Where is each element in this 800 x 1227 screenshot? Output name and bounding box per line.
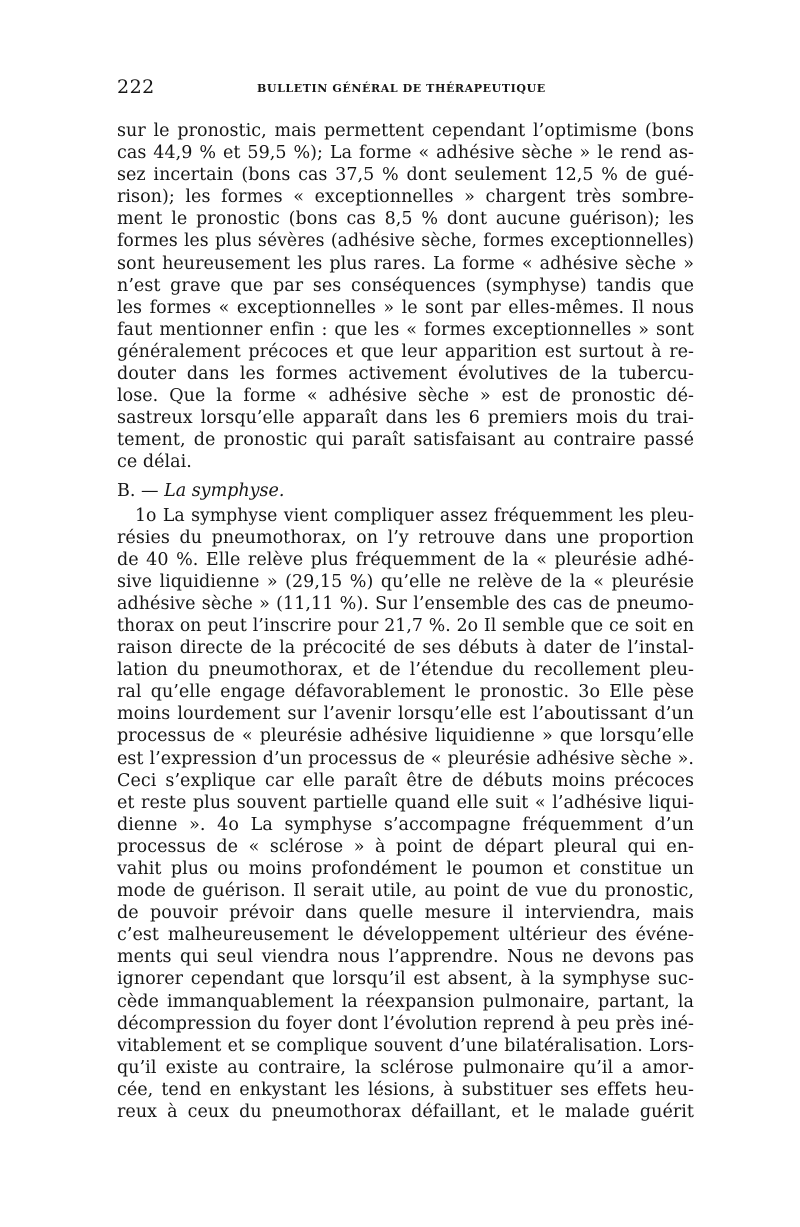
text-line: Ceci s’explique car elle paraît être de débuts moins précoces (117, 770, 694, 791)
text-line: résies du pneumothorax, on l’y retrouve dans une proportion (117, 527, 694, 548)
text-line: lose. Que la forme « adhésive sèche » est de pronostic dé- (117, 386, 694, 407)
paragraph-2 (117, 505, 694, 1124)
text-line: reux à ceux du pneumothorax défaillant, et le malade guérit (117, 1102, 694, 1123)
body-text (117, 120, 694, 1123)
text-line: décompression du foyer dont l’évolution reprend à peu près iné- (117, 1013, 694, 1034)
text-line: les formes « exceptionnelles » le sont par elles-mêmes. Il nous (117, 297, 694, 318)
text-line: rison); les formes « exceptionnelles » chargent très sombre- (117, 187, 694, 208)
text-line: de pouvoir prévoir dans quelle mesure il interviendra, mais (117, 903, 694, 924)
text-line: sez incertain (bons cas 37,5 % dont seulement 12,5 % de gué- (117, 165, 694, 186)
journal-title: BULLETIN GÉNÉRAL DE THÉRAPEUTIQUE (257, 82, 546, 95)
text-line: sur le pronostic, mais permettent cependant l’optimisme (bons (117, 121, 694, 141)
text-line: thorax on peut l’inscrire pour 21,7 %. 2o Il semble que ce soit en (117, 615, 694, 636)
text-line: qu’il existe au contraire, la sclérose pulmonaire qu’il a amor- (117, 1057, 694, 1078)
text-line: est l’expression d’un processus de « pleurésie adhésive sèche ». (117, 748, 694, 769)
text-line: mode de guérison. Il serait utile, au point de vue du pronostic, (117, 881, 694, 902)
text-line: faut mentionner enfin : que les « formes exceptionnelles » sont (117, 319, 694, 340)
text-line: raison directe de la précocité de ses débuts à dater de l’instal- (117, 638, 694, 659)
text-line: n’est grave que par ses conséquences (symphyse) tandis que (117, 275, 694, 296)
text-line: sont heureusement les plus rares. La forme « adhésive sèche » (117, 253, 694, 274)
text-line: ral qu’elle engage défavorablement le pronostic. 3o Elle pèse (117, 682, 694, 703)
page-number: 222 (117, 76, 155, 98)
text-line: processus de « sclérose » à point de départ pleural qui en- (117, 836, 694, 857)
running-header (117, 76, 694, 98)
text-line: adhésive sèche » (11,11 %). Sur l’ensemble des cas de pneumo- (117, 593, 694, 614)
text-line: sive liquidienne » (29,15 %) qu’elle ne relève de la « pleurésie (117, 571, 694, 592)
text-line: ignorer cependant que lorsqu’il est absent, à la symphyse suc- (117, 969, 694, 990)
text-line: processus de « pleurésie adhésive liquidienne » que lorsqu’elle (117, 726, 694, 747)
text-line: ce délai. (117, 452, 192, 473)
text-line: douter dans les formes activement évolutives de la tubercu- (117, 364, 694, 385)
text-line: formes les plus sévères (adhésive sèche, formes exceptionnelles) (117, 231, 694, 252)
text-line: généralement précoces et que leur apparition est surtout à re- (117, 341, 694, 362)
text-line: cée, tend en enkystant les lésions, à substituer ses effets heu- (117, 1079, 694, 1100)
section-heading (117, 478, 694, 504)
text-line: c’est malheureusement le développement ultérieur des événe- (117, 925, 694, 946)
section-title: La symphyse. (164, 480, 285, 501)
text-line: 1o La symphyse vient compliquer assez fréquemment les pleu- (135, 505, 694, 526)
text-line: et reste plus souvent partielle quand elle suit « l’adhésive liqui- (117, 792, 694, 813)
text-line: vahit plus ou moins profondément le poumon et constitue un (117, 859, 694, 879)
text-line: sastreux lorsqu’elle apparaît dans les 6 premiers mois du trai- (117, 408, 694, 429)
text-line: ments qui seul viendra nous l’apprendre. Nous ne devons pas (117, 947, 694, 968)
text-line: dienne ». 4o La symphyse s’accompagne fréquemment d’un (117, 814, 694, 835)
text-line: ment le pronostic (bons cas 8,5 % dont aucune guérison); les (117, 209, 694, 230)
paragraph-1 (117, 120, 694, 474)
section-label: B. — (117, 480, 159, 501)
text-line: tement, de pronostic qui paraît satisfaisant au contraire passé (117, 430, 694, 451)
text-line: cède immanquablement la réexpansion pulmonaire, partant, la (117, 991, 694, 1012)
text-line: vitablement et se complique souvent d’une bilatéralisation. Lors- (117, 1035, 694, 1056)
text-line: lation du pneumothorax, et de l’étendue du recollement pleu- (117, 660, 694, 681)
text-line: moins lourdement sur l’avenir lorsqu’elle est l’aboutissant d’un (117, 704, 694, 725)
text-line: cas 44,9 % et 59,5 %); La forme « adhésive sèche » le rend as- (117, 143, 694, 164)
text-line: de 40 %. Elle relève plus fréquemment de la « pleurésie adhé- (117, 549, 694, 570)
